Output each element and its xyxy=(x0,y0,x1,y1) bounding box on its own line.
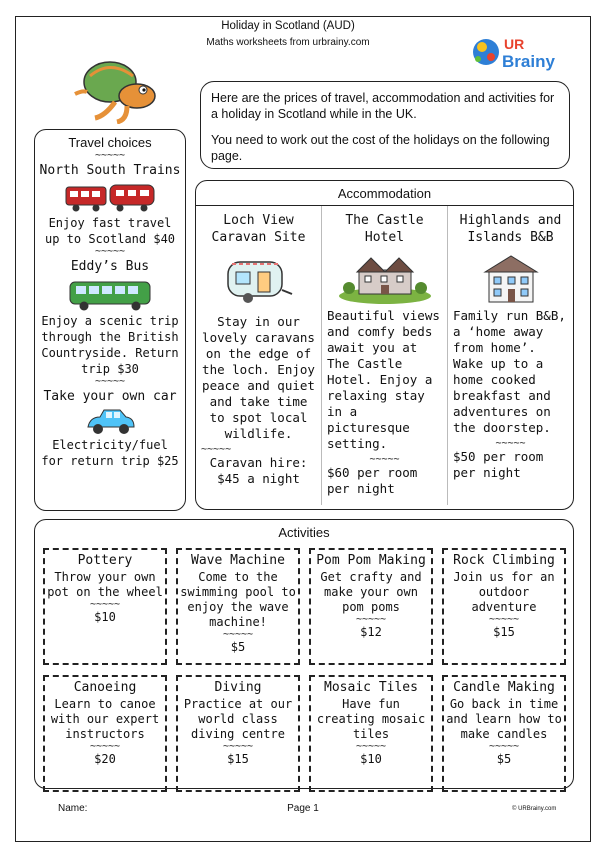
house-icon xyxy=(481,252,541,304)
accommodation-option xyxy=(448,206,573,505)
activity-price: $20 xyxy=(94,752,116,766)
separator: ~~~~~ xyxy=(222,629,254,640)
travel-option-name: Eddy’s Bus xyxy=(70,259,150,274)
travel-title: Travel choices xyxy=(68,135,152,150)
train-icon xyxy=(64,183,156,213)
accommodation-name: Highlands and Islands B&B xyxy=(459,213,562,245)
separator: ~~~~~ xyxy=(369,454,400,465)
page-number: Page 1 xyxy=(287,803,319,814)
intro-speech-bubble xyxy=(200,81,570,169)
activities-panel xyxy=(34,519,574,789)
activity-card xyxy=(442,548,566,665)
accommodation-name: Loch View Caravan Site xyxy=(211,213,306,245)
activity-price: $15 xyxy=(493,625,515,639)
name-label: Name: xyxy=(58,803,88,814)
copyright: © URBrainy.com xyxy=(512,806,557,812)
activity-desc: Go back in time and learn how to make candles xyxy=(446,697,562,741)
activity-name: Rock Climbing xyxy=(453,553,555,568)
separator: ~~~~~ xyxy=(94,150,126,161)
accommodation-desc: Beautiful views and comfy beds await you at The Castle Hotel. Enjoy a relaxing stay in a picturesque setting. xyxy=(327,308,440,451)
separator: ~~~~~ xyxy=(355,614,387,625)
activity-card xyxy=(309,548,433,665)
activity-price: $5 xyxy=(230,640,246,654)
travel-option-desc: Enjoy a scenic trip through the British Countryside. Return trip $30 xyxy=(41,314,179,376)
activity-desc: Come to the swimming pool to enjoy the wave machine! xyxy=(180,570,296,629)
accommodation-title: Accommodation xyxy=(337,186,432,201)
mascot-illustration xyxy=(65,54,180,124)
activity-price: $12 xyxy=(360,625,382,639)
separator: ~~~~~ xyxy=(355,741,387,752)
accommodation-price: $60 per room per night xyxy=(327,465,418,496)
page-title: Holiday in Scotland (AUD) xyxy=(221,20,355,32)
activity-card xyxy=(176,548,300,665)
hotel-icon xyxy=(337,252,433,304)
intro-text: Here are the prices of travel, accommodation and activities for a holiday in Scotland while in the UK. xyxy=(211,91,555,121)
activity-card xyxy=(442,675,566,792)
activity-desc: Have fun creating mosaic tiles xyxy=(316,697,426,741)
accommodation-option xyxy=(196,206,322,505)
activity-card xyxy=(176,675,300,792)
travel-option-desc: Electricity/fuel for return trip $25 xyxy=(41,438,179,468)
activity-name: Wave Machine xyxy=(191,553,285,568)
page-subtitle: Maths worksheets from urbrainy.com xyxy=(206,37,370,48)
travel-choices-panel xyxy=(34,129,186,511)
activity-desc: Learn to canoe with our expert instructors xyxy=(50,697,160,741)
svg-text:Brainy: Brainy xyxy=(502,52,555,71)
separator: ~~~~~ xyxy=(94,376,126,387)
separator: ~~~~~ xyxy=(201,444,232,455)
activity-card xyxy=(43,675,167,792)
activity-name: Canoeing xyxy=(73,680,137,695)
activity-price: $5 xyxy=(496,752,512,766)
caravan-icon xyxy=(224,256,294,308)
activity-price: $10 xyxy=(360,752,382,766)
activity-name: Pom Pom Making xyxy=(316,553,426,568)
activity-card xyxy=(309,675,433,792)
accommodation-panel xyxy=(195,180,574,510)
separator: ~~~~~ xyxy=(89,599,121,610)
activity-card xyxy=(43,548,167,665)
car-icon xyxy=(82,407,138,437)
accommodation-desc: Family run B&B, a ‘home away from home’. Wake up to a home cooked breakfast and adventures on the doorstep. xyxy=(453,308,566,435)
activity-price: $15 xyxy=(227,752,249,766)
separator: ~~~~~ xyxy=(488,741,520,752)
separator: ~~~~~ xyxy=(222,741,254,752)
separator: ~~~~~ xyxy=(94,246,126,257)
accommodation-option xyxy=(322,206,448,505)
activities-title: Activities xyxy=(278,525,330,540)
activity-price: $10 xyxy=(94,610,116,624)
activity-desc: Throw your own pot on the wheel xyxy=(47,570,163,599)
separator: ~~~~~ xyxy=(495,438,526,449)
intro-instruction: You need to work out the cost of the holidays on the following page. xyxy=(211,133,550,163)
activity-desc: Join us for an outdoor adventure xyxy=(453,570,555,614)
activity-desc: Get crafty and make your own pom poms xyxy=(320,570,422,614)
travel-option-name: Take your own car xyxy=(43,389,177,404)
activity-name: Diving xyxy=(214,680,262,695)
travel-option-name: North South Trains xyxy=(39,163,181,178)
urbrainy-logo xyxy=(470,32,565,72)
separator: ~~~~~ xyxy=(488,614,520,625)
accommodation-name: The Castle Hotel xyxy=(345,213,424,245)
svg-text:UR: UR xyxy=(504,36,525,52)
separator: ~~~~~ xyxy=(89,741,121,752)
activity-desc: Practice at our world class diving centre xyxy=(183,697,293,741)
activity-name: Pottery xyxy=(77,553,133,568)
accommodation-price: $50 per room per night xyxy=(453,449,544,480)
bus-icon xyxy=(68,279,152,311)
activity-name: Mosaic Tiles xyxy=(324,680,418,695)
activity-name: Candle Making xyxy=(453,680,555,695)
travel-option-desc: Enjoy fast travel up to Scotland $40 xyxy=(44,216,176,246)
accommodation-price: Caravan hire: $45 a night xyxy=(209,455,308,486)
accommodation-desc: Stay in our lovely caravans on the edge of the loch. Enjoy peace and quiet and take time to spot local wildlife. xyxy=(202,314,315,441)
